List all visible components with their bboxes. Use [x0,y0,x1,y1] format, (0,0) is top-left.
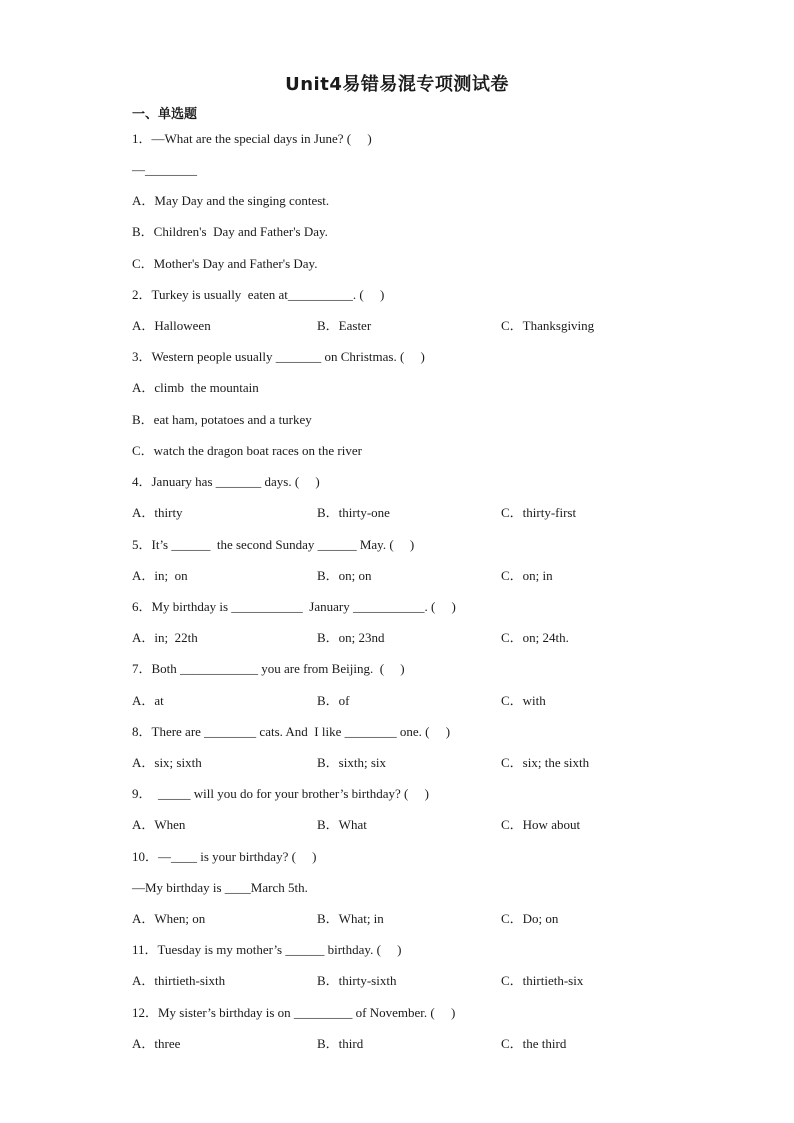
question-4-option-b: B．thirty-one [317,505,390,520]
question-4-option-a: A．thirty [132,505,183,520]
question-11-option-a: A．thirtieth-sixth [132,973,226,988]
question-10-answer-line: —My birthday is ____March 5th. [132,880,308,895]
question-9-stem: 9． _____ will you do for your brother’s birthday? ( ) [132,786,429,801]
question-12-option-c: C．the third [501,1036,567,1051]
question-3-option-a: A．climb the mountain [132,380,259,395]
question-9-option-b: B．What [317,817,367,832]
question-10-option-b: B．What; in [317,911,384,926]
question-11-option-b: B．thirty-sixth [317,973,397,988]
question-3-stem: 3．Western people usually _______ on Christmas. ( ) [132,349,425,364]
question-11-option-c: C．thirtieth-six [501,973,584,988]
question-1-option-c: C．Mother's Day and Father's Day. [132,256,318,271]
question-2-stem: 2．Turkey is usually eaten at__________. ( ) [132,287,385,302]
question-6-option-c: C．on; 24th. [501,630,569,645]
question-8-stem: 8．There are ________ cats. And I like ________ one. ( ) [132,724,451,739]
question-6-stem: 6．My birthday is ___________ January ___________. ( ) [132,599,456,614]
question-6-option-a: A．in; 22th [132,630,198,645]
question-6-option-b: B．on; 23nd [317,630,385,645]
question-1-option-b: B．Children's Day and Father's Day. [132,224,328,239]
question-8-option-c: C．six; the sixth [501,755,590,770]
question-7-stem: 7．Both ____________ you are from Beijing. ( ) [132,661,405,676]
question-1-option-a: A．May Day and the singing contest. [132,193,330,208]
question-2-option-b: B．Easter [317,318,372,333]
question-12-option-b: B．third [317,1036,364,1051]
question-2-option-a: A．Halloween [132,318,211,333]
question-10-option-a: A．When; on [132,911,206,926]
question-10-option-c: C．Do; on [501,911,559,926]
question-5-option-a: A．in; on [132,568,188,583]
question-7-option-c: C．with [501,693,546,708]
question-5-option-c: C．on; in [501,568,553,583]
section-heading: 一、单选题 [132,107,198,122]
question-1-answer-line: —________ [132,162,197,177]
question-4-stem: 4．January has _______ days. ( ) [132,474,320,489]
question-11-stem: 11．Tuesday is my mother’s ______ birthday. ( ) [132,942,402,957]
question-12-stem: 12．My sister’s birthday is on _________ of November. ( ) [132,1005,456,1020]
question-7-option-a: A．at [132,693,164,708]
page-title: Unit4易错易混专项测试卷 [285,74,509,95]
question-9-option-c: C．How about [501,817,581,832]
question-4-option-c: C．thirty-first [501,505,577,520]
question-7-option-b: B．of [317,693,350,708]
question-5-option-b: B．on; on [317,568,372,583]
question-9-option-a: A．When [132,817,186,832]
question-5-stem: 5．It’s ______ the second Sunday ______ May. ( ) [132,537,415,552]
question-12-option-a: A．three [132,1036,181,1051]
question-2-option-c: C．Thanksgiving [501,318,595,333]
question-3-option-b: B．eat ham, potatoes and a turkey [132,412,312,427]
question-8-option-b: B．sixth; six [317,755,386,770]
question-3-option-c: C．watch the dragon boat races on the river [132,443,362,458]
question-10-stem: 10．—____ is your birthday? ( ) [132,849,317,864]
question-8-option-a: A．six; sixth [132,755,202,770]
question-1-stem: 1．—What are the special days in June? ( ) [132,131,372,146]
